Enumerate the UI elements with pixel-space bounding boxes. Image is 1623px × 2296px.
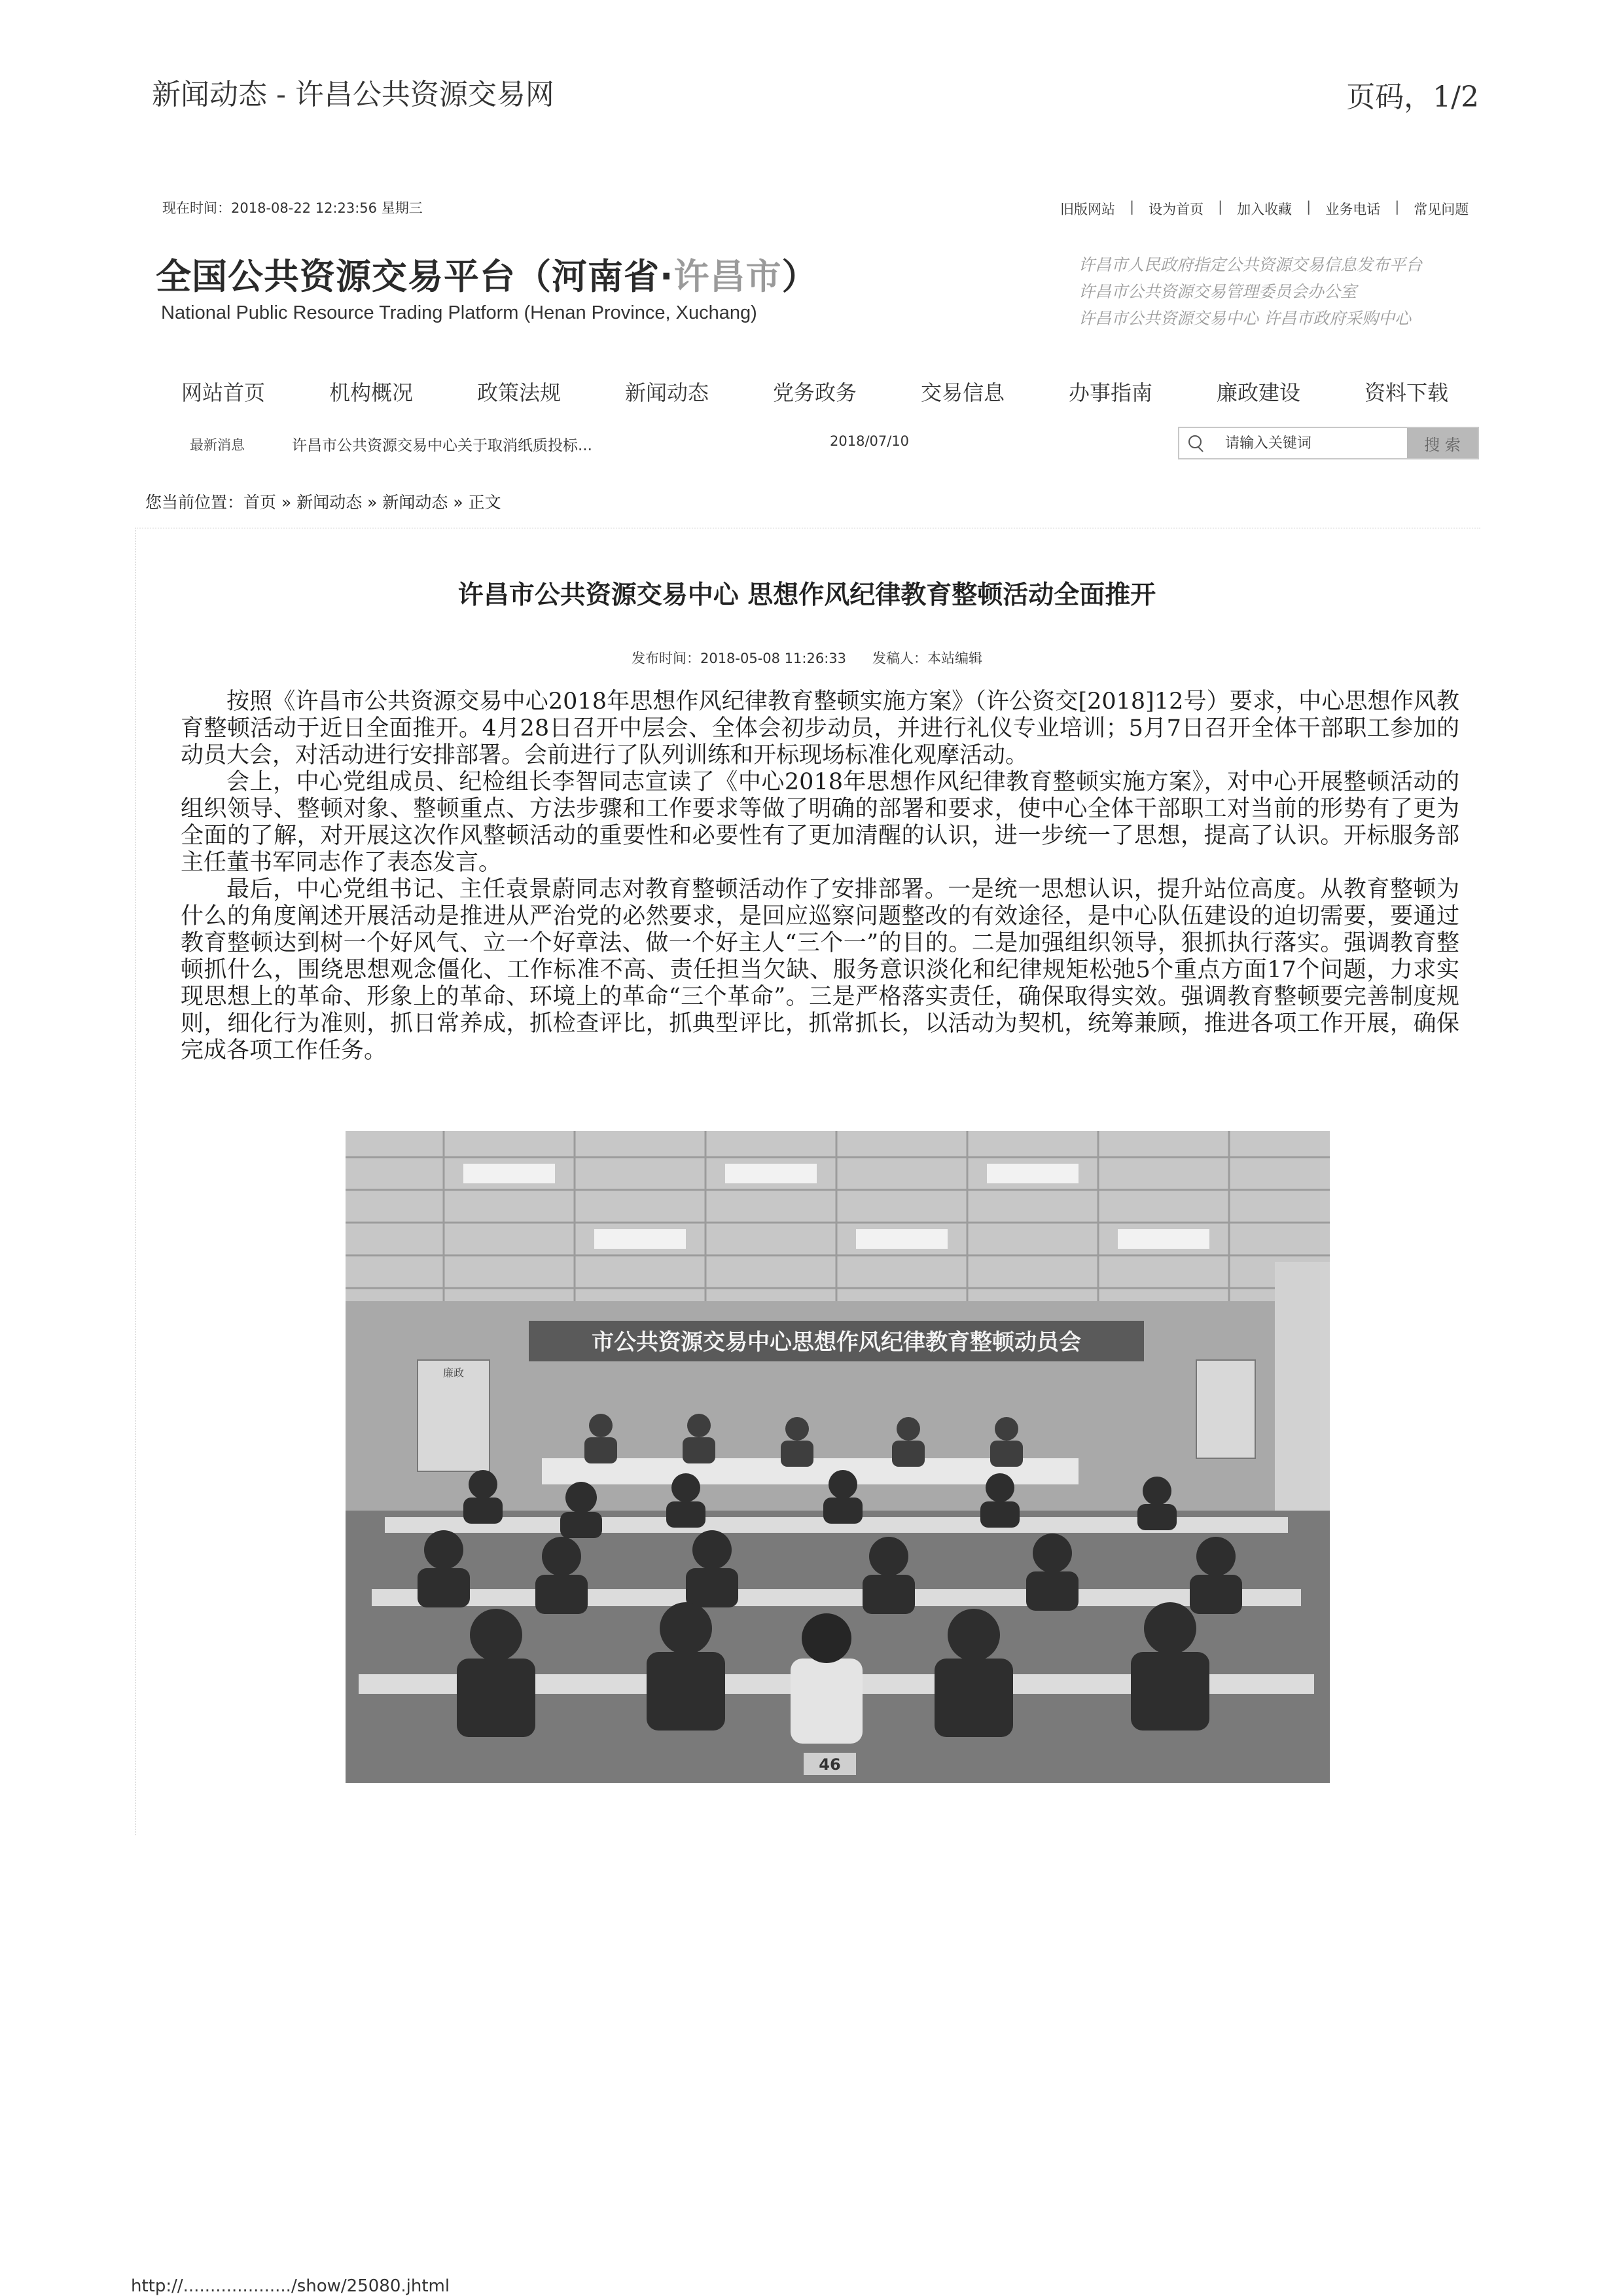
paragraph: 会上，中心党组成员、纪检组长李智同志宣读了《中心2018年思想作风纪律教育整顿实施方案》，对中心开展整顿活动的组织领导、整顿对象、整顿重点、方法步骤和工作要求等做了明确的部署和要求，使中心全体干部职工对当前的形势有了更为全面的了解，对开展这次作风整顿活动的重要性和必要性有了更加清醒的认识，进一步统一了思想，提高了认识。开标服务部主任董书军同志作了表态发言。: [181, 769, 1459, 876]
nav-trade-info[interactable]: 交易信息: [920, 380, 1005, 405]
logo-city-text: 许昌市: [673, 256, 782, 297]
slogan-line: 许昌市公共资源交易中心 许昌市政府采购中心: [1079, 309, 1411, 328]
separator: |: [1395, 199, 1400, 215]
set-homepage-link[interactable]: 设为首页: [1149, 202, 1204, 217]
author: 发稿人：本站编辑: [872, 651, 983, 666]
slogan-line: 许昌市人民政府指定公共资源交易信息发布平台: [1079, 255, 1423, 274]
print-page-number: 页码，1/2: [1346, 81, 1479, 114]
photo-poster-text: 廉政: [442, 1367, 465, 1379]
current-time: 现在时间：2018-08-22 12:23:56 星期三: [162, 200, 423, 216]
ticker-label: 最新消息: [190, 437, 245, 453]
publish-time: 发布时间：2018-05-08 11:26:33: [631, 651, 847, 666]
site-logo[interactable]: [156, 249, 818, 299]
breadcrumb: 您当前位置：首页 » 新闻动态 » 新闻动态 » 正文: [145, 493, 501, 512]
search-button[interactable]: 搜 索: [1407, 428, 1478, 458]
old-site-link[interactable]: 旧版网站: [1060, 202, 1115, 217]
logo-english: National Public Resource Trading Platform (Henan Province, Xuchang): [161, 302, 757, 323]
ticker-link[interactable]: 许昌市公共资源交易中心关于取消纸质投标...: [292, 437, 592, 454]
search-input[interactable]: [1212, 428, 1407, 458]
slogan-line: 许昌市公共资源交易管理委员会办公室: [1079, 282, 1357, 301]
nav-policy[interactable]: 政策法规: [476, 380, 561, 405]
print-header-title: 新闻动态 - 许昌公共资源交易网: [152, 78, 554, 111]
separator: |: [1130, 199, 1135, 215]
nav-news[interactable]: 新闻动态: [624, 380, 709, 405]
top-links: [1060, 199, 1480, 219]
photo-banner-text: 市公共资源交易中心思想作风纪律教育整顿动员会: [592, 1329, 1081, 1355]
search-bar: [1178, 427, 1479, 459]
main-nav: [149, 374, 1480, 411]
separator: |: [1218, 199, 1223, 215]
article-meta: [135, 648, 1479, 668]
business-phone-link[interactable]: 业务电话: [1325, 202, 1381, 217]
nav-guide[interactable]: 办事指南: [1068, 380, 1152, 405]
paragraph: 按照《许昌市公共资源交易中心2018年思想作风纪律教育整顿实施方案》（许公资交[2018]12号）要求，中心思想作风教育整顿活动于近日全面推开。4月28日召开中层会、全体会初步动员，并进行礼仪专业培训；5月7日召开全体干部职工参加的动员大会，对活动进行安排部署。会前进行了队列训练和开标现场标准化观摩活动。: [181, 689, 1459, 768]
faq-link[interactable]: 常见问题: [1414, 202, 1469, 217]
article-body: [181, 689, 1459, 1064]
ticker-date: 2018/07/10: [830, 433, 910, 449]
nav-home[interactable]: 网站首页: [181, 380, 265, 405]
logo-main-text: 全国公共资源交易平台（河南省·: [156, 256, 674, 297]
header-slogans: [1079, 251, 1480, 332]
print-footer-url: http://..................../show/25080.jhtml: [131, 2276, 450, 2296]
separator: |: [1306, 199, 1311, 215]
meeting-photo: [346, 1131, 1330, 1783]
nav-integrity[interactable]: 廉政建设: [1216, 380, 1300, 405]
paragraph: 最后，中心党组书记、主任袁景蔚同志对教育整顿活动作了安排部署。一是统一思想认识，提升站位高度。从教育整顿为什么的角度阐述开展活动是推进从严治党的必然要求，是回应巡察问题整改的有效途径，是中心队伍建设的迫切需要，要通过教育整顿达到树一个好风气、立一个好章法、做一个好主人“三个一”的目的。二是加强组织领导，狠抓执行落实。强调教育整顿抓什么，围绕思想观念僵化、工作标准不高、责任担当欠缺、服务意识淡化和纪律规矩松弛5个重点方面17个问题，力求实现思想上的革命、形象上的革命、环境上的革命“三个革命”。三是严格落实责任，确保取得实效。强调教育整顿要完善制度规则，细化行为准则，抓日常养成，抓检查评比，抓典型评比，抓常抓长，以活动为契机，统筹兼顾，推进各项工作开展，确保完成各项工作任务。: [181, 876, 1459, 1064]
logo-end-text: ）: [781, 256, 818, 297]
nav-about[interactable]: 机构概况: [329, 380, 413, 405]
meeting-photo-illustration: [346, 1131, 1330, 1783]
add-favorite-link[interactable]: 加入收藏: [1237, 202, 1293, 217]
article-title: 许昌市公共资源交易中心 思想作风纪律教育整顿活动全面推开: [457, 581, 1156, 610]
nav-downloads[interactable]: 资料下载: [1364, 380, 1448, 405]
nav-party-affairs[interactable]: 党务政务: [772, 380, 857, 405]
photo-table-number: 46: [819, 1755, 841, 1774]
search-icon: [1179, 428, 1212, 458]
